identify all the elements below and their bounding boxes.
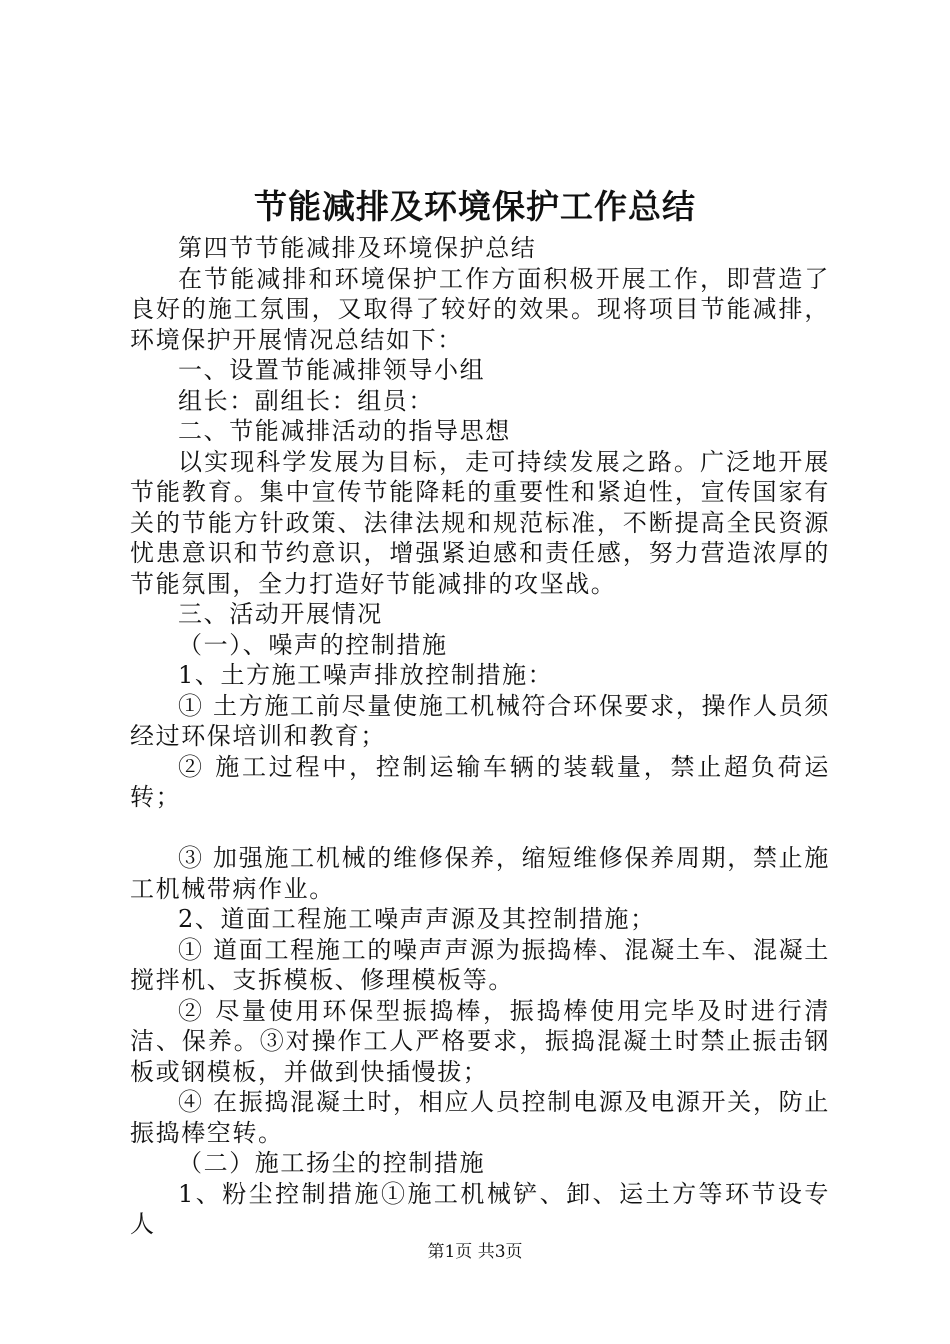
paragraph-item-1: ① 土方施工前尽量使施工机械符合环保要求，操作人员须经过环保培训和教育；: [130, 691, 830, 750]
paragraph-members: 组长：副组长：组员：: [178, 386, 434, 415]
paragraph-gap: [130, 813, 830, 844]
paragraph-item-2: ② 施工过程中，控制运输车辆的装载量，禁止超负荷运转；: [130, 752, 830, 811]
paragraph-pavement-item-2: ② 尽量使用环保型振捣棒，振捣棒使用完毕及时进行清洁、保养。③对操作工人严格要求，振捣混凝土时禁止振击钢板或钢模板，并做到快插慢拔；: [130, 996, 830, 1086]
paragraph-heading-2: 二、节能减排活动的指导思想: [178, 417, 511, 445]
paragraph-dust-control: 1、粉尘控制措施①施工机械铲、卸、运土方等环节设专人: [130, 1179, 830, 1238]
paragraph-subheading-dust: （二）施工扬尘的控制措施: [178, 1149, 486, 1177]
paragraph-intro: 在节能减排和环境保护工作方面积极开展工作，即营造了良好的施工氛围，又取得了较好的效果。现将项目节能减排，环境保护开展情况总结如下：: [130, 264, 830, 354]
paragraph-pavement-item-4: ④ 在振捣混凝土时，相应人员控制电源及电源开关，防止振捣棒空转。: [130, 1088, 830, 1147]
document-body: [130, 233, 830, 1240]
paragraph-guiding-thought: 以实现科学发展为目标，走可持续发展之路。广泛地开展节能教育。集中宣传节能降耗的重要性和紧迫性，宣传国家有关的节能方针政策、法律法规和规范标准，不断提高全民资源忧患意识和节约意识，增强紧迫感和责任感，努力营造浓厚的节能氛围，全力打造好节能减排的攻坚战。: [130, 447, 830, 598]
paragraph-section-heading: 第四节节能减排及环境保护总结: [178, 234, 537, 262]
paragraph-item-3: ③ 加强施工机械的维修保养，缩短维修保养周期，禁止施工机械带病作业。: [130, 844, 830, 903]
paragraph-earthwork-noise: 1、土方施工噪声排放控制措施：: [178, 661, 554, 689]
page-footer: 第1页 共3页: [427, 1242, 523, 1262]
paragraph-heading-1: 一、设置节能减排领导小组: [178, 356, 486, 384]
paragraph-pavement-noise: 2、道面工程施工噪声声源及其控制措施；: [178, 905, 656, 933]
paragraph-pavement-item-1: ① 道面工程施工的噪声声源为振捣棒、混凝土车、混凝土搅拌机、支拆模板、修理模板等。: [130, 935, 830, 994]
page-title: 节能减排及环境保护工作总结: [254, 187, 696, 226]
paragraph-heading-3: 三、活动开展情况: [178, 600, 383, 628]
paragraph-subheading-noise: （一）、噪声的控制措施: [178, 630, 448, 659]
